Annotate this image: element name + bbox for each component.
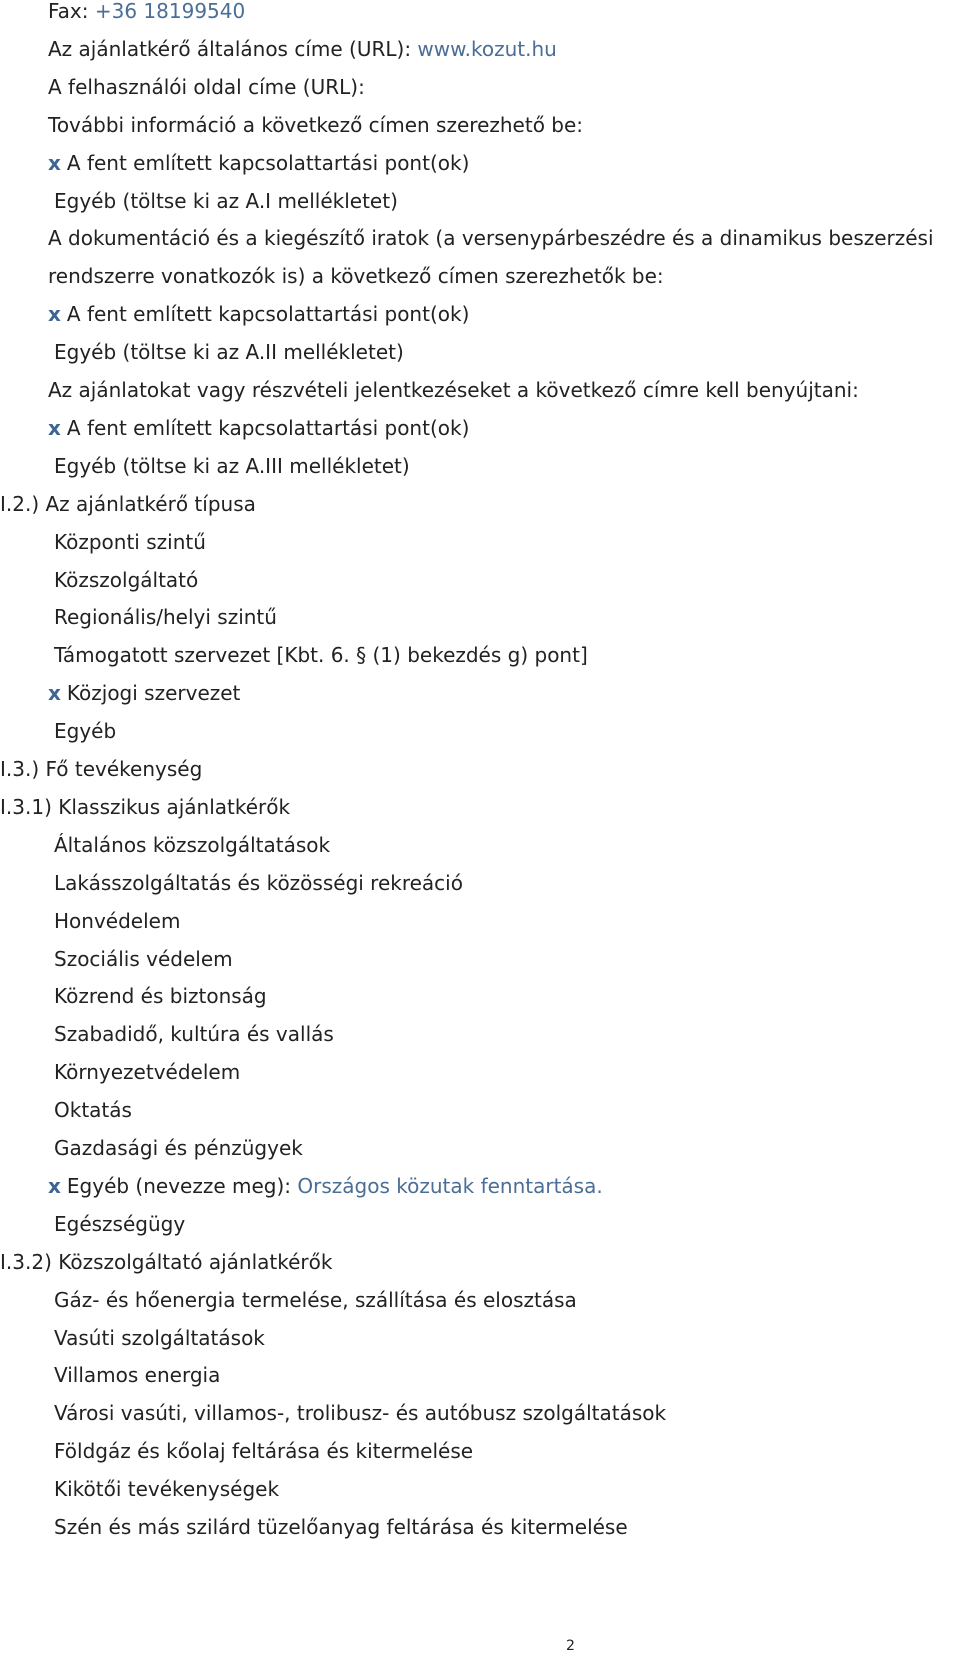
document-line: [54, 1287, 577, 1313]
document-line: [0, 491, 256, 517]
line-text: Egészségügy: [54, 1211, 186, 1236]
line-text: Lakásszolgáltatás és közösségi rekreáció: [54, 870, 463, 895]
document-line: [54, 1059, 240, 1085]
document-line: [0, 794, 290, 820]
document-line: [48, 36, 557, 62]
line-text: Egyéb (töltse ki az A.III mellékletet): [54, 453, 410, 478]
line-text: További információ a következő címen szerezhető be:: [48, 112, 584, 137]
line-text: Kikötői tevékenységek: [54, 1477, 280, 1502]
line-text: Honvédelem: [54, 908, 181, 933]
line-text: Oktatás: [54, 1098, 132, 1123]
line-text: Központi szintű: [54, 529, 206, 554]
document-line: [48, 377, 859, 403]
document-line: [54, 339, 404, 365]
line-text: Szociális védelem: [54, 946, 233, 971]
checked-mark: x: [48, 150, 61, 175]
line-text: I.3.) Fő tevékenység: [0, 757, 203, 781]
document-line: [48, 263, 664, 289]
line-text: Gazdasági és pénzügyek: [54, 1136, 303, 1160]
document-line: [54, 1097, 132, 1123]
document-line: [54, 832, 330, 858]
line-text: Közszolgáltató: [54, 567, 199, 592]
document-line: [54, 1514, 628, 1540]
document-line: [54, 1476, 279, 1502]
line-text: rendszerre vonatkozók is) a következő címen szerezhetők be:: [48, 264, 664, 289]
checked-mark: x: [48, 1173, 61, 1198]
document-line: [48, 0, 245, 24]
document-line: [54, 1211, 185, 1237]
document-line: [48, 680, 240, 706]
line-text: A fent említett kapcsolattartási pont(ok): [66, 150, 470, 175]
document-line: [54, 718, 116, 744]
link-text[interactable]: +36 18199540: [94, 0, 246, 23]
document-line: [48, 112, 583, 138]
document-line: [48, 150, 469, 176]
line-text: Támogatott szervezet [Kbt. 6. § (1) bekezdés g) pont]: [54, 643, 588, 668]
line-text: Közjogi szervezet: [66, 681, 241, 706]
page-number: 2: [566, 1638, 575, 1654]
document-line: [54, 529, 206, 555]
document-line: [54, 870, 463, 896]
line-text: Szabadidő, kultúra és vallás: [54, 1022, 334, 1047]
line-text: Gáz- és hőenergia termelése, szállítása és elosztása: [54, 1287, 577, 1312]
document-line: [0, 1249, 332, 1275]
document-line: [48, 1173, 603, 1199]
line-text: I.2.) Az ajánlatkérő típusa: [0, 491, 256, 516]
line-text: I.3.1) Klasszikus ajánlatkérők: [0, 794, 291, 819]
link-text[interactable]: www.kozut.hu: [417, 36, 557, 61]
checked-mark: x: [48, 681, 61, 706]
document-line: [0, 756, 202, 782]
document-line: [48, 225, 934, 251]
checked-mark: x: [48, 302, 61, 327]
document-line: [54, 983, 267, 1009]
document-line: [48, 301, 469, 327]
line-text: Regionális/helyi szintű: [54, 605, 277, 630]
document-line: [54, 908, 180, 934]
line-text: Egyéb (töltse ki az A.II mellékletet): [54, 340, 404, 365]
document-line: [54, 642, 588, 668]
document-line: [48, 74, 365, 100]
line-text: I.3.2) Közszolgáltató ajánlatkérők: [0, 1249, 333, 1274]
line-text: Egyéb: [54, 719, 117, 744]
document-line: [54, 604, 277, 630]
line-text: Villamos energia: [54, 1363, 221, 1388]
line-text: Vasúti szolgáltatások: [54, 1325, 265, 1350]
checked-mark: x: [48, 415, 61, 440]
line-text: Általános közszolgáltatások: [54, 832, 331, 857]
document-line: [54, 1325, 265, 1351]
document-line: [54, 567, 198, 593]
document-line: [54, 1021, 334, 1047]
document-line: [54, 1135, 303, 1161]
line-text: Közrend és biztonság: [54, 984, 267, 1009]
line-text: A felhasználói oldal címe (URL):: [48, 74, 365, 99]
document-line: [54, 1362, 220, 1388]
line-text: A fent említett kapcsolattartási pont(ok): [66, 415, 470, 440]
line-text: Környezetvédelem: [54, 1060, 241, 1085]
line-text: Szén és más szilárd tüzelőanyag feltárása és kitermelése: [54, 1515, 628, 1539]
line-text: Földgáz és kőolaj feltárása és kitermelése: [54, 1439, 474, 1464]
line-text: Az ajánlatkérő általános címe (URL):: [48, 36, 418, 61]
line-text: Fax:: [48, 0, 95, 23]
document-line: [54, 946, 233, 972]
document-line: [54, 188, 398, 214]
link-text[interactable]: Országos közutak fenntartása.: [297, 1173, 603, 1198]
line-text: A fent említett kapcsolattartási pont(ok): [66, 302, 470, 327]
document-line: [54, 1438, 473, 1464]
line-text: Az ajánlatokat vagy részvételi jelentkezéseket a következő címre kell benyújtani:: [48, 378, 859, 402]
document-line: [54, 1400, 666, 1426]
line-text: A dokumentáció és a kiegészítő iratok (a versenypárbeszédre és a dinamikus beszerzési: [48, 226, 934, 251]
line-text: Egyéb (töltse ki az A.I mellékletet): [54, 188, 398, 213]
line-text: Városi vasúti, villamos-, trolibusz- és autóbusz szolgáltatások: [54, 1401, 667, 1426]
document-line: [48, 415, 469, 441]
document-line: [54, 453, 410, 479]
line-text: Egyéb (nevezze meg):: [66, 1173, 298, 1198]
